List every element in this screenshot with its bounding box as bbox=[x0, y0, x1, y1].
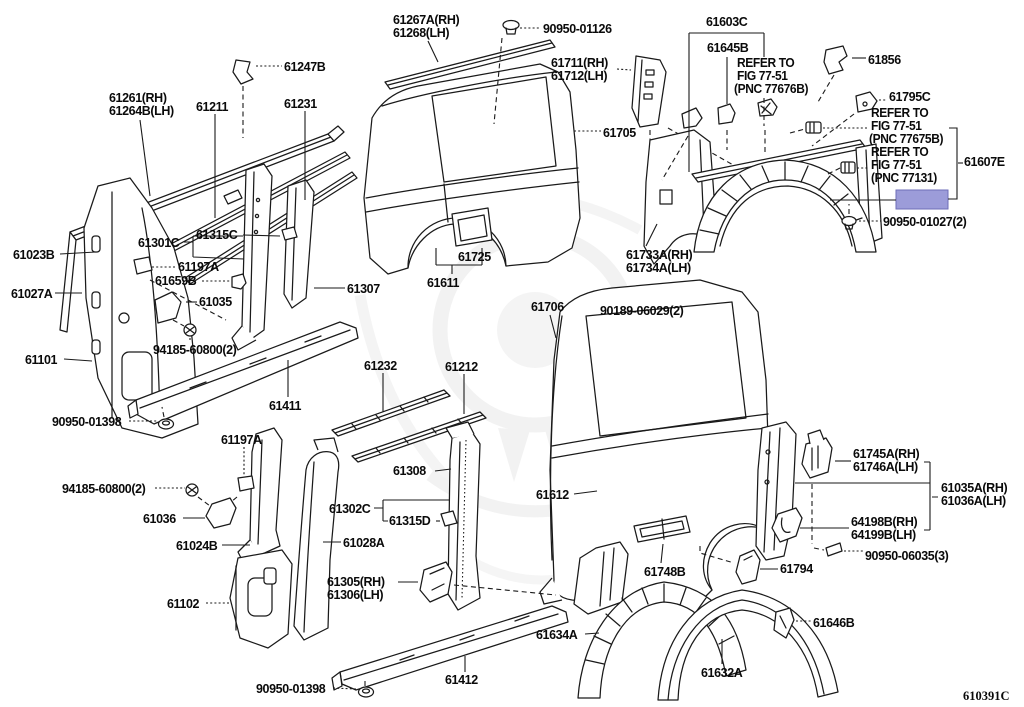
refer-note-1-line2: FIG 77-51 bbox=[737, 69, 788, 83]
refer-note-2-line3: (PNC 77675B) bbox=[869, 132, 944, 146]
art-quarter-panel-61706 bbox=[540, 280, 769, 604]
part-label-61264b: 61264B(LH) bbox=[109, 103, 174, 118]
part-label-61705: 61705 bbox=[603, 125, 636, 140]
part-label-61856: 61856 bbox=[868, 52, 901, 67]
part-label-61315d: 61315D bbox=[389, 513, 431, 528]
part-label-61247b: 61247B bbox=[284, 59, 326, 74]
part-label-61607e: 61607E bbox=[964, 154, 1005, 169]
part-label-64199b: 64199B(LH) bbox=[851, 527, 916, 542]
part-label-61307: 61307 bbox=[347, 281, 380, 296]
part-label-94185-60800-lower: 94185-60800(2) bbox=[62, 481, 146, 496]
art-fastener-77675b bbox=[790, 122, 868, 133]
part-label-61795c: 61795C bbox=[889, 89, 931, 104]
art-bracket-61745a bbox=[802, 430, 832, 478]
part-label-61197a-lower: 61197A bbox=[221, 432, 262, 447]
art-clip-61315c bbox=[282, 227, 297, 240]
part-label-61733a: 61733A(RH) bbox=[626, 247, 693, 262]
part-label-61036: 61036 bbox=[143, 511, 176, 526]
part-label-61645b: 61645B bbox=[707, 40, 749, 55]
part-label-90950-06035: 90950-06035(3) bbox=[865, 548, 949, 563]
art-bracket-61794 bbox=[700, 546, 760, 584]
part-label-61603c: 61603C bbox=[706, 14, 748, 29]
part-label-61305: 61305(RH) bbox=[327, 574, 385, 589]
refer-note-3-line2: FIG 77-51 bbox=[871, 158, 922, 172]
art-clip-61645b bbox=[718, 104, 735, 150]
part-label-61612: 61612 bbox=[536, 487, 569, 502]
part-label-61261: 61261(RH) bbox=[109, 90, 167, 105]
part-label-94185-60800-top: 94185-60800(2) bbox=[153, 342, 237, 357]
refer-note-2-line2: FIG 77-51 bbox=[871, 119, 922, 133]
refer-note-3-line3: (PNC 77131) bbox=[871, 171, 937, 185]
part-label-61712: 61712(LH) bbox=[551, 68, 608, 83]
part-label-90950-01027: 90950-01027(2) bbox=[883, 214, 967, 229]
part-label-61734a: 61734A(LH) bbox=[626, 260, 691, 275]
part-label-61745a: 61745A(RH) bbox=[853, 446, 920, 461]
part-label-61794: 61794 bbox=[780, 561, 813, 576]
highlighted-part-box[interactable] bbox=[896, 190, 948, 209]
part-label-61102: 61102 bbox=[167, 596, 200, 611]
art-clip-77676b bbox=[758, 99, 777, 155]
part-label-61232: 61232 bbox=[364, 358, 397, 373]
art-clip-61795c bbox=[812, 92, 877, 146]
art-bracket-61036 bbox=[206, 498, 236, 528]
diagram-code: 610391C bbox=[963, 688, 1010, 703]
refer-note-3-line1: REFER TO bbox=[871, 145, 929, 159]
part-label-61212: 61212 bbox=[445, 359, 478, 374]
art-pillar-61035a bbox=[756, 422, 796, 560]
part-label-61659b: 61659B bbox=[155, 273, 197, 288]
art-pillar-61028a bbox=[294, 438, 339, 640]
art-screw-94185-lower bbox=[186, 484, 210, 506]
part-label-61412: 61412 bbox=[445, 672, 478, 687]
part-label-61028a: 61028A bbox=[343, 535, 385, 550]
part-label-61611: 61611 bbox=[427, 275, 460, 290]
part-label-61024b: 61024B bbox=[176, 538, 218, 553]
part-label-61634a: 61634A bbox=[536, 627, 578, 642]
part-label-64198b: 64198B(RH) bbox=[851, 514, 918, 529]
part-label-61706: 61706 bbox=[531, 299, 564, 314]
part-label-61748b: 61748B bbox=[644, 564, 686, 579]
part-label-61267a: 61267A(RH) bbox=[393, 12, 460, 27]
part-label-61035a: 61035A(RH) bbox=[941, 480, 1008, 495]
art-clip-61247b bbox=[233, 60, 253, 138]
part-label-61302c: 61302C bbox=[329, 501, 371, 516]
part-label-61211: 61211 bbox=[196, 99, 229, 114]
part-label-61411: 61411 bbox=[269, 398, 302, 413]
part-label-61315c: 61315C bbox=[196, 227, 238, 242]
part-label-61023b: 61023B bbox=[13, 247, 55, 262]
part-label-90189-06029: 90189-06029(2) bbox=[600, 303, 684, 318]
part-label-61725: 61725 bbox=[458, 249, 491, 264]
part-label-61231: 61231 bbox=[284, 96, 317, 111]
art-clip-61856 bbox=[818, 46, 847, 102]
part-label-61632a: 61632A bbox=[701, 665, 743, 680]
part-label-61711: 61711(RH) bbox=[551, 55, 608, 70]
part-label-61308: 61308 bbox=[393, 463, 426, 478]
refer-note-1-line3: (PNC 77676B) bbox=[734, 82, 809, 96]
art-pillar-61024b bbox=[238, 428, 282, 564]
part-label-61035: 61035 bbox=[199, 294, 232, 309]
part-label-61646b: 61646B bbox=[813, 615, 855, 630]
part-label-61746a: 61746A(LH) bbox=[853, 459, 918, 474]
part-label-61101: 61101 bbox=[25, 352, 58, 367]
part-label-61027a: 61027A bbox=[11, 286, 53, 301]
part-label-90950-01398-top: 90950-01398 bbox=[52, 414, 122, 429]
part-label-61036a: 61036A(LH) bbox=[941, 493, 1006, 508]
part-label-61197a: 61197A bbox=[178, 259, 219, 274]
part-label-61306: 61306(LH) bbox=[327, 587, 384, 602]
art-pillar-61307 bbox=[284, 180, 314, 308]
art-wedge-90950-06035 bbox=[812, 484, 842, 556]
art-rocker-61412 bbox=[332, 606, 568, 690]
refer-note-1-line1: REFER TO bbox=[737, 56, 795, 70]
art-wheelhouse-61607e bbox=[692, 140, 882, 252]
part-label-90950-01398-bottom: 90950-01398 bbox=[256, 681, 326, 696]
art-panel-61102 bbox=[230, 550, 292, 648]
part-label-61268: 61268(LH) bbox=[393, 25, 450, 40]
refer-note-2-line1: REFER TO bbox=[871, 106, 929, 120]
part-label-61301c: 61301C bbox=[138, 235, 180, 250]
part-label-90950-01126: 90950-01126 bbox=[543, 21, 612, 36]
